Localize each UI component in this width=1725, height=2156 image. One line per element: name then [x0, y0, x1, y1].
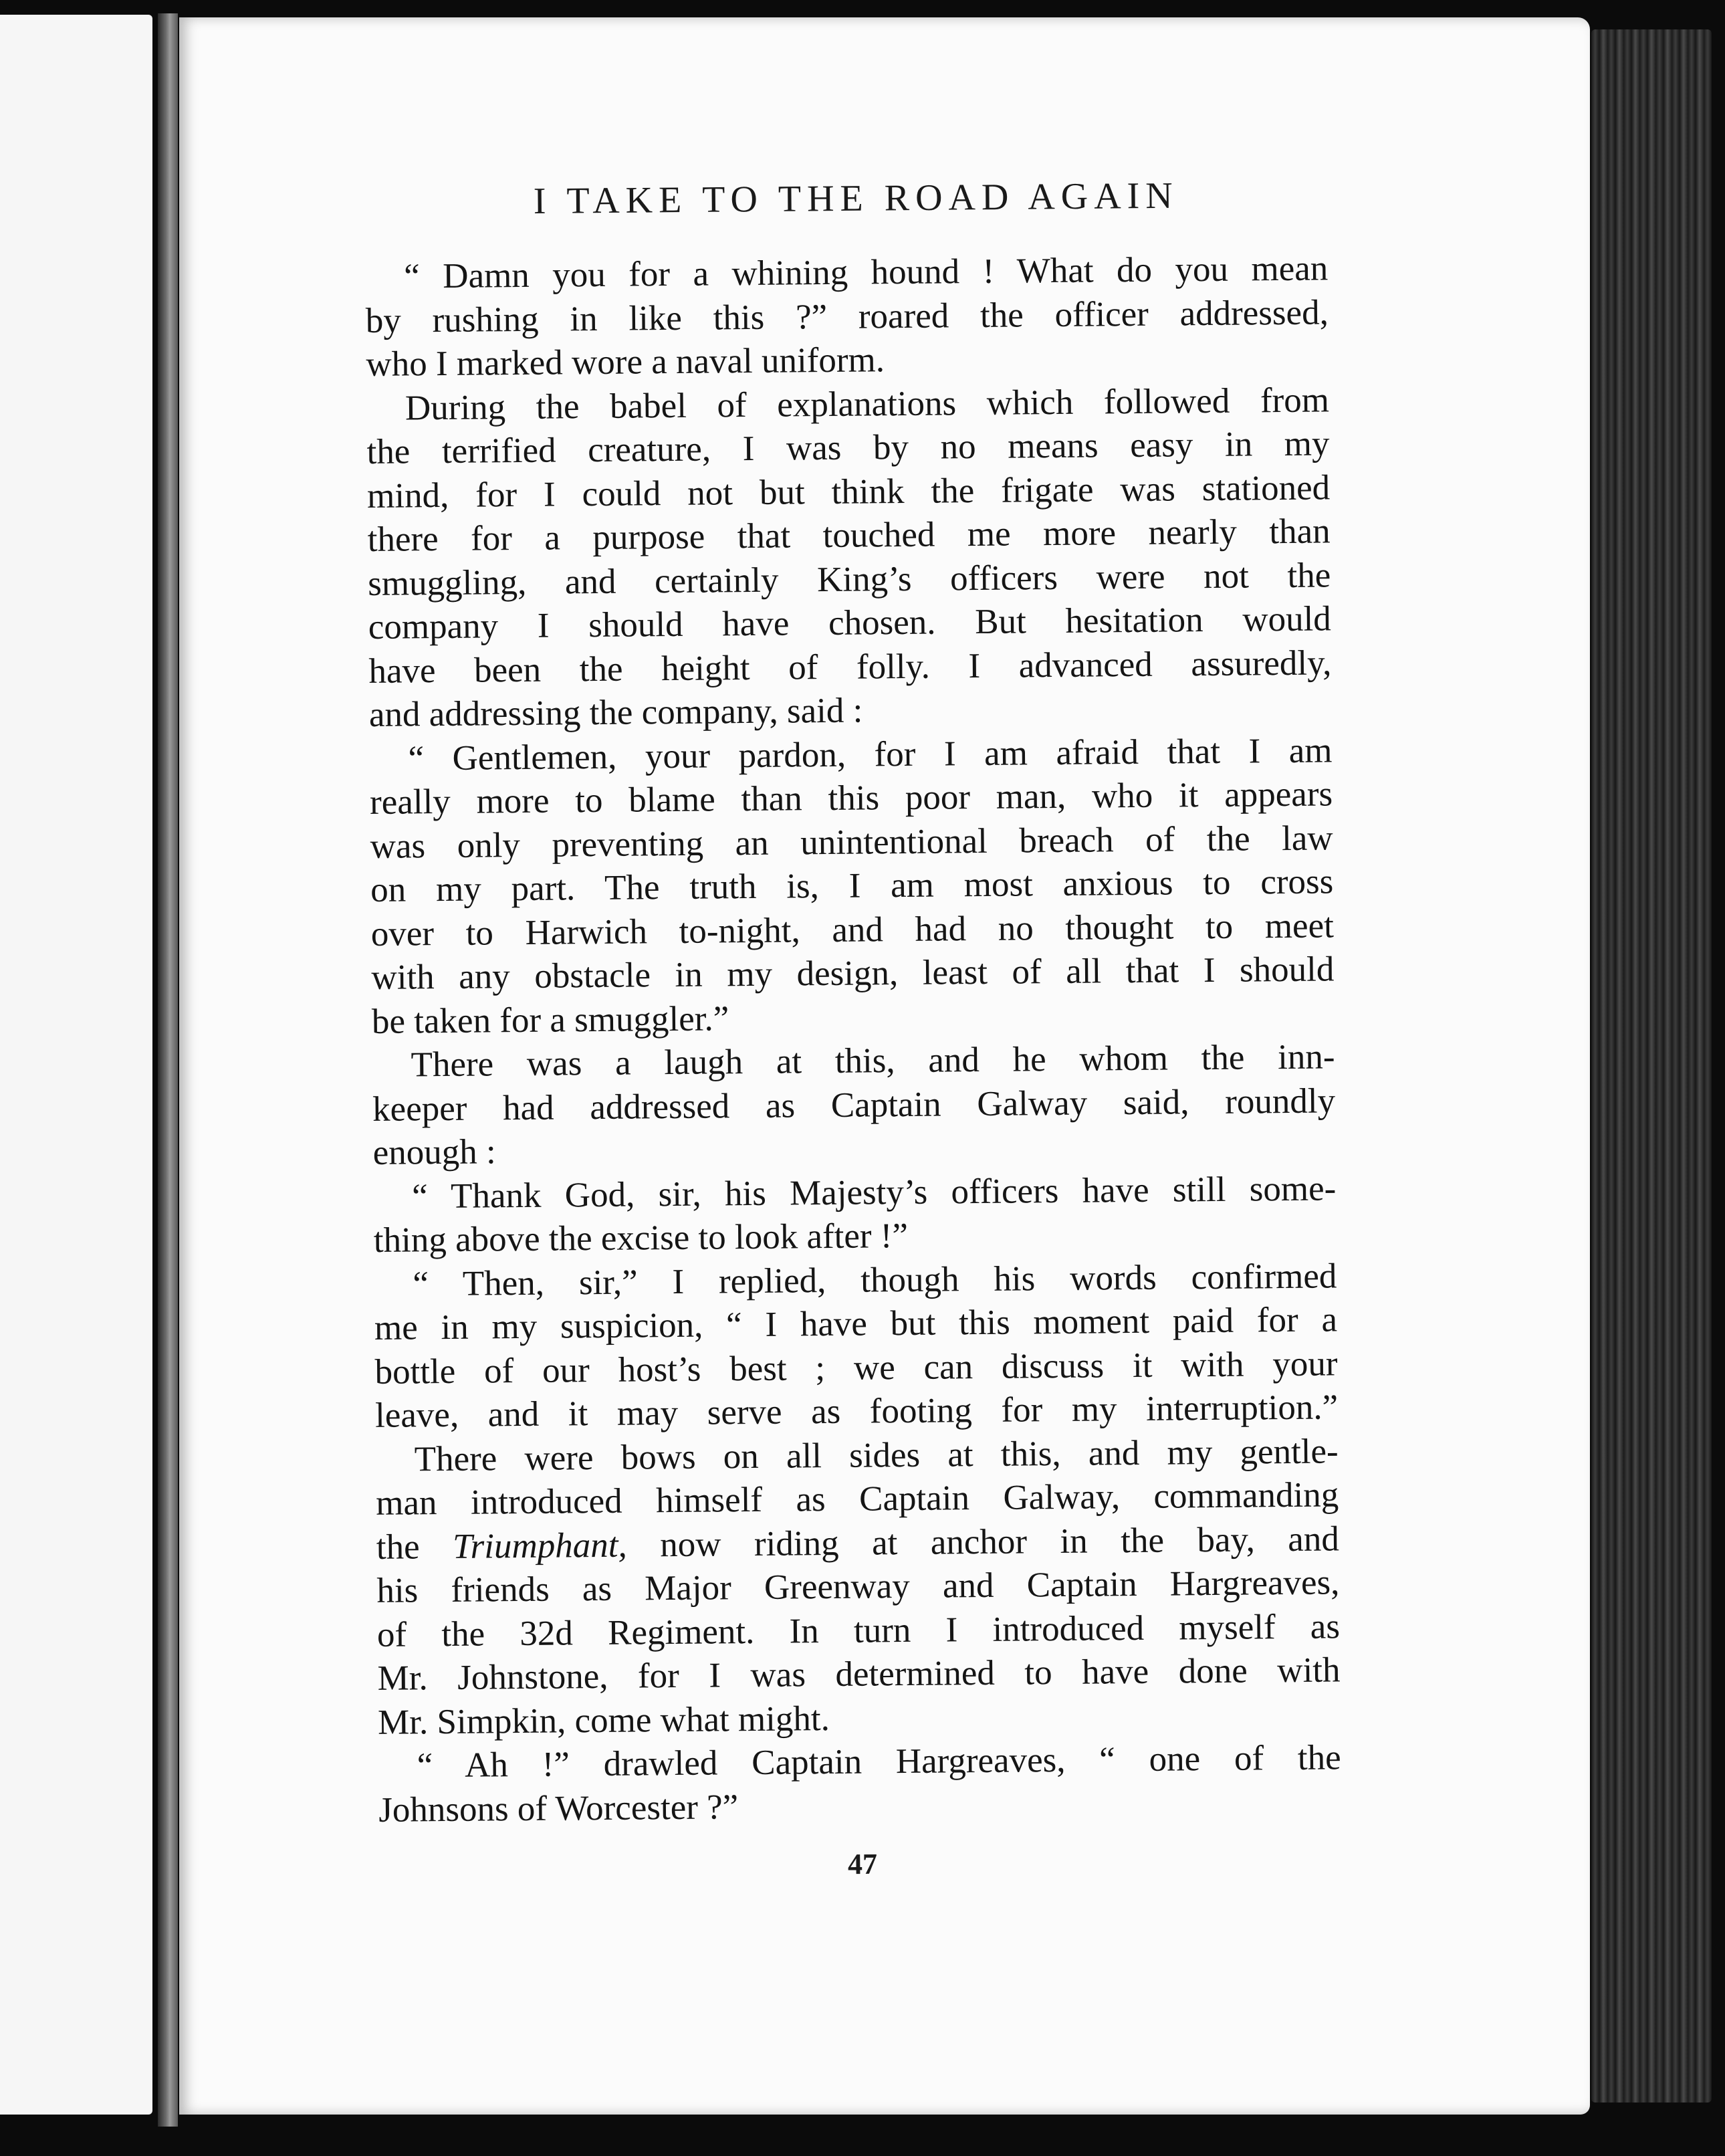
text-line: “ Then, sir,” I replied, though his words confirmed — [413, 1256, 1337, 1303]
page-number: 47 — [847, 1847, 878, 1881]
text-line: mind, for I could not but think the frigate was stationed — [366, 467, 1331, 516]
text-line: his friends as Major Greenway and Captain Hargreaves, — [376, 1563, 1340, 1610]
page-edges — [1591, 29, 1712, 2103]
text-line: with any obstacle in my design, least of all that I should — [371, 950, 1335, 997]
text-line: really more to blame than this poor man, who it appears — [369, 774, 1333, 822]
text-line: enough : — [372, 1132, 496, 1172]
text-line: smuggling, and certainly King’s officers were not the — [368, 555, 1331, 603]
left-page-edge — [0, 15, 152, 2115]
body-text — [365, 247, 1342, 1832]
text-line: company I should have chosen. But hesitation would — [368, 599, 1332, 647]
text-line: and addressing the company, said : — [368, 691, 863, 734]
text-line: the terrified creature, I was by no means easy in my — [366, 424, 1330, 471]
text-line: Mr. Simpkin, come what might. — [377, 1699, 830, 1742]
text-line: During the babel of explanations which followed from — [405, 380, 1330, 427]
text-line: of the 32d Regiment. In turn I introduced myself as — [376, 1606, 1341, 1654]
text-line: on my part. The truth is, I am most anxious to cross — [370, 862, 1334, 909]
text-line: have been the height of folly. I advanced assuredly, — [368, 643, 1332, 691]
text-line: there for a purpose that touched me more nearly than — [367, 512, 1331, 559]
text-line: leave, and it may serve as footing for my interruption.” — [374, 1388, 1339, 1435]
text-line: “ Gentlemen, your pardon, for I am afraid that I am — [408, 730, 1333, 778]
book-gutter — [158, 13, 178, 2127]
text-line: There were bows on all sides at this, and my gentle- — [414, 1431, 1339, 1479]
text-line: who I marked wore a naval uniform. — [366, 340, 885, 384]
text-line: “ Thank God, sir, his Majesty’s officers have still some- — [412, 1168, 1337, 1216]
text-line: bottle of our host’s best ; we can discuss it with your — [374, 1343, 1338, 1392]
text-line: man introduced himself as Captain Galway, commanding — [376, 1475, 1339, 1523]
text-line: over to Harwich to-night, and had no thought to meet — [370, 905, 1335, 954]
text-line: me in my suspicion, “ I have but this moment paid for a — [374, 1300, 1338, 1348]
text-line: by rushing in like this ?” roared the officer addressed, — [365, 292, 1329, 340]
text-line: Johnsons of Worcester ?” — [378, 1787, 739, 1830]
text-line: There was a laugh at this, and he whom the inn- — [411, 1037, 1335, 1085]
text-line: Mr. Johnstone, for I was determined to have done with — [377, 1650, 1341, 1698]
italic-ship-name: Triumphant, — [452, 1525, 628, 1566]
text-line: thing above the excise to look after !” — [373, 1216, 909, 1260]
text-line: was only preventing an unintentional breach of the law — [370, 818, 1333, 866]
running-head: I TAKE TO THE ROAD AGAIN — [533, 175, 1179, 223]
text-line: keeper had addressed as Captain Galway said, roundly — [372, 1081, 1336, 1129]
text-line: be taken for a smuggler.” — [371, 998, 729, 1041]
text-line: “ Damn you for a whining hound ! What do you mean — [404, 249, 1329, 296]
text-line: “ Ah !” drawled Captain Hargreaves, “ one of the — [417, 1738, 1341, 1786]
text-line: the Triumphant, now riding at anchor in the bay, and — [376, 1519, 1340, 1567]
